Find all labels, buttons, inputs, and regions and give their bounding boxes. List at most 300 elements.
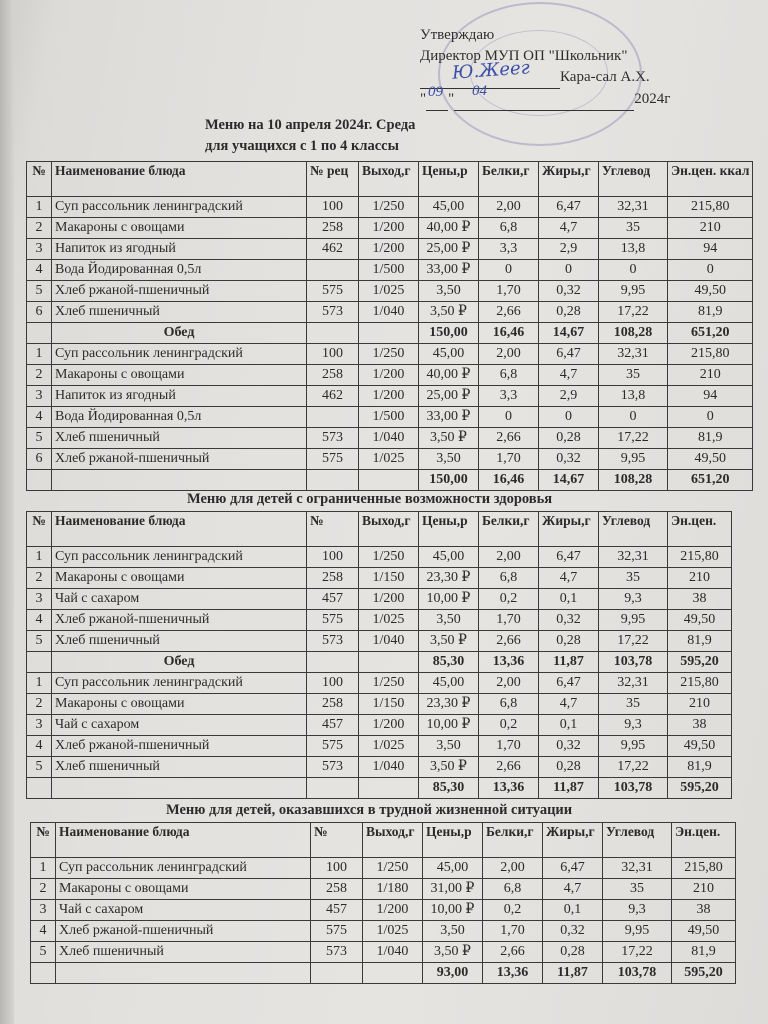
proteins: 0	[479, 407, 539, 428]
fats: 0,1	[539, 715, 599, 736]
total-label	[56, 963, 311, 984]
energy-value: 38	[668, 715, 732, 736]
table-row	[31, 858, 736, 879]
proteins: 6,8	[479, 218, 539, 239]
table-row	[27, 736, 732, 757]
dish-name: Хлеб пшеничный	[56, 942, 311, 963]
row-number: 5	[27, 281, 52, 302]
carbohydrates: 9,95	[599, 281, 668, 302]
proteins: 2,66	[479, 428, 539, 449]
table-header-row	[31, 823, 736, 858]
fats: 0,1	[539, 589, 599, 610]
energy-value: 210	[672, 879, 736, 900]
price: 23,30 ₽	[419, 694, 479, 715]
row-number: 1	[27, 197, 52, 218]
signature: Ю.Жеег	[451, 57, 531, 84]
row-number: 5	[27, 428, 52, 449]
approval-year: 2024г	[634, 91, 671, 107]
fats: 0,28	[539, 428, 599, 449]
dish-name: Напиток из ягодный	[52, 386, 307, 407]
total-price: 150,00	[419, 323, 479, 344]
table-row	[27, 631, 732, 652]
dish-name: Вода Йодированная 0,5л	[52, 407, 307, 428]
energy-value: 215,80	[672, 858, 736, 879]
dish-name: Суп рассольник ленинградский	[52, 344, 307, 365]
column-header-price: Цены,р	[419, 512, 479, 547]
dish-name: Чай с сахаром	[56, 900, 311, 921]
dish-name: Суп рассольник ленинградский	[56, 858, 311, 879]
recipe-number: 258	[307, 568, 359, 589]
recipe-number: 575	[307, 281, 359, 302]
proteins: 1,70	[479, 736, 539, 757]
dish-name: Хлеб пшеничный	[52, 302, 307, 323]
table-row	[27, 449, 753, 470]
total-row	[27, 652, 732, 673]
fats: 0,1	[543, 900, 603, 921]
proteins: 2,66	[479, 302, 539, 323]
table-row	[27, 407, 753, 428]
proteins: 2,00	[479, 547, 539, 568]
proteins: 2,66	[479, 757, 539, 778]
empty-cell	[359, 652, 419, 673]
total-label	[52, 470, 307, 491]
price: 3,50 ₽	[419, 428, 479, 449]
row-number: 6	[27, 449, 52, 470]
column-header-carbohydrates: Углевод	[599, 512, 668, 547]
portion-yield: 1/250	[359, 547, 419, 568]
recipe-number: 100	[307, 673, 359, 694]
energy-value: 81,9	[668, 302, 753, 323]
price: 40,00 ₽	[419, 218, 479, 239]
proteins: 0,2	[479, 589, 539, 610]
fats: 0,32	[539, 281, 599, 302]
total-row	[27, 470, 753, 491]
energy-value: 49,50	[668, 736, 732, 757]
carbohydrates: 32,31	[599, 197, 668, 218]
fats: 6,47	[539, 344, 599, 365]
total-price: 85,30	[419, 652, 479, 673]
column-header-fats: Жиры,г	[539, 512, 599, 547]
recipe-number: 100	[307, 197, 359, 218]
column-header-price: Цены,р	[423, 823, 483, 858]
total-fats: 14,67	[539, 470, 599, 491]
total-fats: 11,87	[539, 778, 599, 799]
portion-yield: 1/025	[359, 449, 419, 470]
recipe-number: 457	[307, 589, 359, 610]
portion-yield: 1/025	[363, 921, 423, 942]
fats: 4,7	[543, 879, 603, 900]
proteins: 2,00	[483, 858, 543, 879]
energy-value: 81,9	[668, 757, 732, 778]
total-fats: 11,87	[539, 652, 599, 673]
column-header-row-number: №	[27, 512, 52, 547]
fats: 0,28	[539, 631, 599, 652]
column-header-price: Цены,р	[419, 162, 479, 197]
proteins: 3,3	[479, 386, 539, 407]
table-row	[31, 879, 736, 900]
fats: 0,32	[539, 736, 599, 757]
proteins: 0,2	[483, 900, 543, 921]
total-row-number	[27, 778, 52, 799]
fats: 2,9	[539, 239, 599, 260]
column-header-dish-name: Наименование блюда	[52, 162, 307, 197]
carbohydrates: 9,3	[603, 900, 672, 921]
fats: 0,28	[539, 757, 599, 778]
energy-value: 0	[668, 260, 753, 281]
dish-name: Хлеб ржаной-пшеничный	[52, 736, 307, 757]
empty-cell	[311, 963, 363, 984]
proteins: 2,00	[479, 673, 539, 694]
portion-yield: 1/200	[359, 589, 419, 610]
total-carbohydrates: 103,78	[599, 778, 668, 799]
section-title-limited-health: Меню для детей с ограниченные возможности здоровья	[187, 491, 553, 507]
dish-name: Хлеб ржаной-пшеничный	[52, 281, 307, 302]
energy-value: 210	[668, 365, 753, 386]
table-row	[27, 281, 753, 302]
recipe-number: 100	[307, 344, 359, 365]
carbohydrates: 17,22	[599, 428, 668, 449]
carbohydrates: 9,95	[599, 610, 668, 631]
energy-value: 215,80	[668, 197, 753, 218]
column-header-proteins: Белки,г	[479, 162, 539, 197]
date-quote-close: "	[448, 91, 455, 107]
date-day-handwritten: 09	[428, 84, 443, 100]
recipe-number: 575	[311, 921, 363, 942]
total-proteins: 16,46	[479, 470, 539, 491]
row-number: 2	[27, 218, 52, 239]
dish-name: Суп рассольник ленинградский	[52, 673, 307, 694]
fats: 0,28	[543, 942, 603, 963]
dish-name: Макароны с овощами	[52, 694, 307, 715]
dish-name: Хлеб пшеничный	[52, 757, 307, 778]
carbohydrates: 9,95	[599, 736, 668, 757]
column-header-recipe-number: № рец	[307, 162, 359, 197]
carbohydrates: 17,22	[599, 631, 668, 652]
portion-yield: 1/200	[359, 365, 419, 386]
total-row-number	[31, 963, 56, 984]
carbohydrates: 32,31	[603, 858, 672, 879]
row-number: 1	[31, 858, 56, 879]
table-row	[27, 239, 753, 260]
recipe-number: 100	[311, 858, 363, 879]
column-header-proteins: Белки,г	[479, 512, 539, 547]
row-number: 3	[31, 900, 56, 921]
empty-cell	[307, 470, 359, 491]
energy-value: 49,50	[672, 921, 736, 942]
row-number: 3	[27, 715, 52, 736]
portion-yield: 1/200	[363, 900, 423, 921]
total-row-number	[27, 470, 52, 491]
portion-yield: 1/025	[359, 610, 419, 631]
price: 23,30 ₽	[419, 568, 479, 589]
row-number: 1	[27, 344, 52, 365]
carbohydrates: 17,22	[599, 757, 668, 778]
dish-name: Вода Йодированная 0,5л	[52, 260, 307, 281]
price: 45,00	[419, 673, 479, 694]
portion-yield: 1/200	[359, 239, 419, 260]
dish-name: Чай с сахаром	[52, 589, 307, 610]
portion-yield: 1/025	[359, 736, 419, 757]
price: 25,00 ₽	[419, 386, 479, 407]
table-row	[27, 694, 732, 715]
portion-yield: 1/040	[359, 428, 419, 449]
row-number: 2	[31, 879, 56, 900]
total-proteins: 13,36	[483, 963, 543, 984]
energy-value: 94	[668, 239, 753, 260]
menu-title: Меню на 10 апреля 2024г. Среда	[205, 117, 416, 133]
energy-value: 38	[668, 589, 732, 610]
column-header-row-number: №	[27, 162, 52, 197]
column-header-fats: Жиры,г	[543, 823, 603, 858]
price: 3,50 ₽	[419, 631, 479, 652]
total-price: 150,00	[419, 470, 479, 491]
table-row	[27, 568, 732, 589]
energy-value: 210	[668, 568, 732, 589]
total-price: 85,30	[419, 778, 479, 799]
table-row	[27, 344, 753, 365]
energy-value: 81,9	[668, 631, 732, 652]
column-header-dish-name: Наименование блюда	[56, 823, 311, 858]
dish-name: Хлеб ржаной-пшеничный	[56, 921, 311, 942]
date-quote-open: "	[420, 91, 427, 107]
proteins: 0	[479, 260, 539, 281]
row-number: 3	[27, 386, 52, 407]
carbohydrates: 17,22	[599, 302, 668, 323]
table-row	[27, 386, 753, 407]
empty-cell	[359, 778, 419, 799]
price: 3,50 ₽	[423, 942, 483, 963]
total-row	[27, 778, 732, 799]
price: 33,00 ₽	[419, 407, 479, 428]
table-row	[27, 302, 753, 323]
empty-cell	[307, 652, 359, 673]
recipe-number: 100	[307, 547, 359, 568]
energy-value: 0	[668, 407, 753, 428]
portion-yield: 1/040	[359, 302, 419, 323]
price: 45,00	[419, 344, 479, 365]
fats: 6,47	[539, 197, 599, 218]
recipe-number: 462	[307, 239, 359, 260]
empty-cell	[359, 470, 419, 491]
proteins: 2,66	[479, 631, 539, 652]
carbohydrates: 17,22	[603, 942, 672, 963]
portion-yield: 1/200	[359, 715, 419, 736]
energy-value: 49,50	[668, 281, 753, 302]
section-title-difficult-situation: Меню для детей, оказавшихся в трудной жизненной ситуации	[166, 802, 573, 818]
table-row	[27, 673, 732, 694]
proteins: 6,8	[479, 568, 539, 589]
total-fats: 11,87	[543, 963, 603, 984]
price: 33,00 ₽	[419, 260, 479, 281]
fats: 4,7	[539, 365, 599, 386]
column-header-portion-yield: Выход,г	[363, 823, 423, 858]
dish-name: Напиток из ягодный	[52, 239, 307, 260]
carbohydrates: 0	[599, 407, 668, 428]
table-row	[27, 428, 753, 449]
portion-yield: 1/025	[359, 281, 419, 302]
row-number: 3	[27, 239, 52, 260]
energy-value: 38	[672, 900, 736, 921]
fats: 0	[539, 407, 599, 428]
energy-value: 215,80	[668, 344, 753, 365]
dish-name: Макароны с овощами	[56, 879, 311, 900]
column-header-energy-value: Эн.цен. ккал	[668, 162, 753, 197]
column-header-recipe-number: №	[311, 823, 363, 858]
total-proteins: 13,36	[479, 778, 539, 799]
column-header-fats: Жиры,г	[539, 162, 599, 197]
recipe-number: 258	[307, 218, 359, 239]
total-row	[27, 323, 753, 344]
menu-table-difficult-situation	[30, 822, 736, 984]
table-row	[27, 197, 753, 218]
carbohydrates: 32,31	[599, 344, 668, 365]
fats: 0,28	[539, 302, 599, 323]
total-label	[52, 778, 307, 799]
proteins: 1,70	[483, 921, 543, 942]
total-energy-value: 595,20	[668, 652, 732, 673]
fats: 6,47	[539, 673, 599, 694]
portion-yield: 1/200	[359, 218, 419, 239]
total-carbohydrates: 108,28	[599, 323, 668, 344]
energy-value: 210	[668, 694, 732, 715]
recipe-number: 462	[307, 386, 359, 407]
table-row	[27, 365, 753, 386]
fats: 0	[539, 260, 599, 281]
price: 3,50	[419, 449, 479, 470]
total-energy-value: 595,20	[672, 963, 736, 984]
column-header-portion-yield: Выход,г	[359, 512, 419, 547]
row-number: 2	[27, 568, 52, 589]
energy-value: 215,80	[668, 547, 732, 568]
recipe-number	[307, 407, 359, 428]
total-label: Обед	[52, 323, 307, 344]
table-row	[27, 547, 732, 568]
row-number: 1	[27, 547, 52, 568]
menu-table-limited-health	[26, 511, 732, 799]
fats: 4,7	[539, 218, 599, 239]
column-header-portion-yield: Выход,г	[359, 162, 419, 197]
price: 10,00 ₽	[423, 900, 483, 921]
empty-cell	[363, 963, 423, 984]
row-number: 6	[27, 302, 52, 323]
row-number: 5	[31, 942, 56, 963]
price: 3,50	[419, 610, 479, 631]
dish-name: Хлеб ржаной-пшеничный	[52, 449, 307, 470]
dish-name: Макароны с овощами	[52, 568, 307, 589]
date-month-handwritten: 04	[472, 83, 487, 99]
fats: 0,32	[543, 921, 603, 942]
portion-yield: 1/250	[359, 197, 419, 218]
proteins: 1,70	[479, 610, 539, 631]
approval-heading: Утверждаю	[420, 27, 495, 43]
portion-yield: 1/250	[359, 344, 419, 365]
proteins: 2,66	[483, 942, 543, 963]
dish-name: Макароны с овощами	[52, 365, 307, 386]
total-carbohydrates: 103,78	[603, 963, 672, 984]
fats: 4,7	[539, 568, 599, 589]
portion-yield: 1/040	[359, 757, 419, 778]
empty-cell	[359, 323, 419, 344]
proteins: 6,8	[479, 694, 539, 715]
carbohydrates: 13,8	[599, 239, 668, 260]
menu-subtitle: для учащихся с 1 по 4 классы	[205, 138, 399, 154]
energy-value: 49,50	[668, 610, 732, 631]
proteins: 6,8	[483, 879, 543, 900]
column-header-dish-name: Наименование блюда	[52, 512, 307, 547]
energy-value: 81,9	[672, 942, 736, 963]
recipe-number: 573	[307, 631, 359, 652]
dish-name: Суп рассольник ленинградский	[52, 197, 307, 218]
total-label: Обед	[52, 652, 307, 673]
price: 3,50 ₽	[419, 757, 479, 778]
recipe-number: 258	[307, 365, 359, 386]
empty-cell	[307, 323, 359, 344]
total-energy-value: 651,20	[668, 323, 753, 344]
recipe-number: 573	[307, 428, 359, 449]
recipe-number: 575	[307, 449, 359, 470]
carbohydrates: 32,31	[599, 673, 668, 694]
recipe-number: 457	[311, 900, 363, 921]
portion-yield: 1/180	[363, 879, 423, 900]
column-header-row-number: №	[31, 823, 56, 858]
approval-signer: Кара-сал А.Х.	[560, 69, 650, 85]
energy-value: 49,50	[668, 449, 753, 470]
row-number: 2	[27, 694, 52, 715]
portion-yield: 1/150	[359, 694, 419, 715]
row-number: 1	[27, 673, 52, 694]
portion-yield: 1/250	[359, 673, 419, 694]
carbohydrates: 32,31	[599, 547, 668, 568]
price: 45,00	[423, 858, 483, 879]
carbohydrates: 35	[599, 694, 668, 715]
price: 45,00	[419, 547, 479, 568]
carbohydrates: 0	[599, 260, 668, 281]
carbohydrates: 35	[599, 568, 668, 589]
price: 3,50 ₽	[419, 302, 479, 323]
energy-value: 81,9	[668, 428, 753, 449]
recipe-number: 258	[307, 694, 359, 715]
price: 10,00 ₽	[419, 589, 479, 610]
price: 3,50	[419, 736, 479, 757]
row-number: 5	[27, 631, 52, 652]
carbohydrates: 9,3	[599, 715, 668, 736]
fats: 0,32	[539, 449, 599, 470]
row-number: 4	[27, 407, 52, 428]
table-row	[27, 757, 732, 778]
recipe-number: 575	[307, 610, 359, 631]
recipe-number: 575	[307, 736, 359, 757]
proteins: 2,00	[479, 197, 539, 218]
table-header-row	[27, 512, 732, 547]
table-row	[27, 715, 732, 736]
price: 40,00 ₽	[419, 365, 479, 386]
empty-cell	[307, 778, 359, 799]
portion-yield: 1/150	[359, 568, 419, 589]
proteins: 3,3	[479, 239, 539, 260]
proteins: 1,70	[479, 281, 539, 302]
row-number: 4	[27, 736, 52, 757]
menu-table-grades-1-4	[26, 161, 753, 491]
table-row	[27, 218, 753, 239]
energy-value: 210	[668, 218, 753, 239]
carbohydrates: 9,95	[603, 921, 672, 942]
row-number: 4	[27, 610, 52, 631]
total-fats: 14,67	[539, 323, 599, 344]
dish-name: Хлеб пшеничный	[52, 428, 307, 449]
table-row	[27, 610, 732, 631]
approval-position: Директор МУП ОП "Школьник"	[420, 48, 628, 64]
energy-value: 94	[668, 386, 753, 407]
